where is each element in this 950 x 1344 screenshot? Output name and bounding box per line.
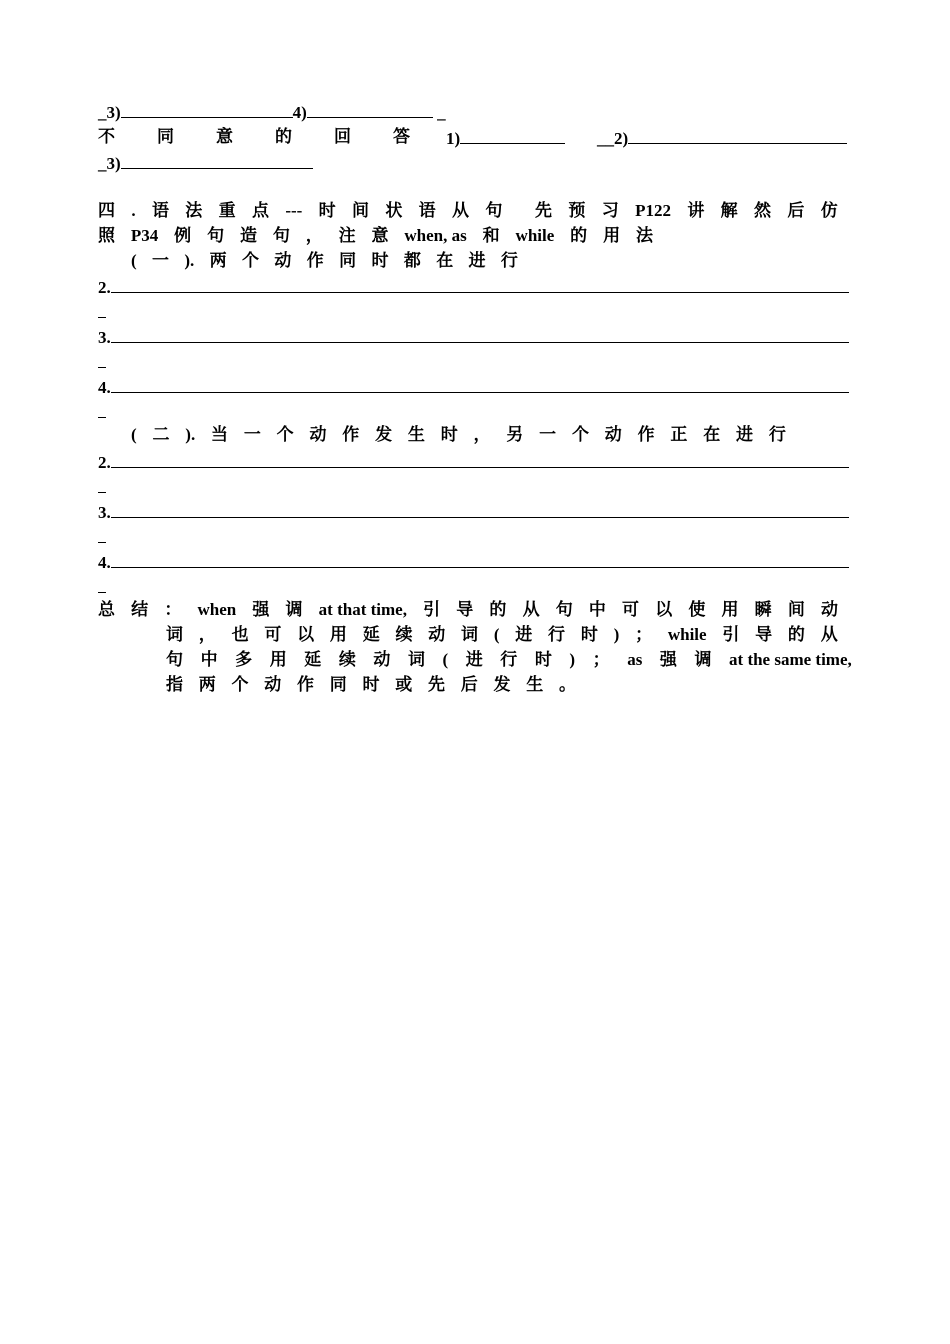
word: 时 xyxy=(371,251,389,270)
word: 意 xyxy=(371,226,389,245)
word: 进 xyxy=(465,650,483,669)
word: 后 xyxy=(460,675,478,694)
word: 个 xyxy=(571,425,589,444)
wrap-dash xyxy=(98,366,106,368)
disagree-chars xyxy=(98,126,410,148)
answer-field[interactable] xyxy=(111,275,849,293)
blank-2-field[interactable] xyxy=(628,126,847,144)
word: 强 xyxy=(252,600,270,619)
word: when xyxy=(197,600,237,619)
word: 延 xyxy=(362,625,380,644)
char: 不 xyxy=(98,127,115,146)
blank-line-3a xyxy=(98,325,849,347)
word: 发 xyxy=(493,675,511,694)
word: 都 xyxy=(403,251,421,270)
word: 进 xyxy=(515,625,533,644)
summary-line1 xyxy=(98,599,838,621)
word: 以 xyxy=(655,600,673,619)
word: 动 xyxy=(604,425,622,444)
blank-4-label: 4) xyxy=(292,103,307,122)
word: 时 xyxy=(440,425,458,444)
word: 行 xyxy=(500,251,518,270)
word: 可 xyxy=(622,600,640,619)
word: 生 xyxy=(407,425,425,444)
word: 句 xyxy=(207,226,225,245)
word: 时 xyxy=(362,675,380,694)
word: 瞬 xyxy=(754,600,772,619)
word: ( xyxy=(131,425,137,444)
word: 个 xyxy=(231,675,249,694)
word: 总 xyxy=(98,600,115,619)
line-number: 2. xyxy=(98,453,111,472)
word: 在 xyxy=(436,251,454,270)
answer-line-3-4 xyxy=(98,100,446,122)
word: 。 xyxy=(559,675,576,694)
word: 两 xyxy=(198,675,216,694)
word: 法 xyxy=(185,201,203,220)
word: 从 xyxy=(452,201,470,220)
word: 时 xyxy=(534,650,552,669)
word: ). xyxy=(185,425,196,444)
answer-field[interactable] xyxy=(111,375,849,393)
section4-heading-line1 xyxy=(98,200,838,222)
word: 行 xyxy=(500,650,518,669)
word: 作 xyxy=(297,675,314,694)
word: 注 xyxy=(338,226,356,245)
word: 在 xyxy=(703,425,721,444)
word: 作 xyxy=(637,425,655,444)
word: ( xyxy=(493,625,500,644)
blank-2-label: __2) xyxy=(597,129,629,148)
word: 词 xyxy=(407,650,425,669)
word: 也 xyxy=(231,625,249,644)
char: 答 xyxy=(393,127,410,146)
word: 语 xyxy=(418,201,436,220)
summary-line4 xyxy=(166,674,576,696)
summary-line2 xyxy=(166,624,838,646)
word: 用 xyxy=(603,226,621,245)
blank-3b-field[interactable] xyxy=(121,151,313,169)
word: 从 xyxy=(522,600,540,619)
word: as xyxy=(627,650,643,669)
word: 导 xyxy=(755,625,773,644)
summary-line3 xyxy=(166,649,852,671)
char: 意 xyxy=(216,127,233,146)
wrap-dash xyxy=(98,416,106,418)
word: ： xyxy=(164,600,182,619)
word: when, as xyxy=(404,226,467,245)
char: 回 xyxy=(334,127,351,146)
blank-line-2b xyxy=(98,450,849,472)
word: 进 xyxy=(468,251,486,270)
word: at the same time, xyxy=(729,650,852,669)
blank-line-3b xyxy=(98,500,849,522)
word: 延 xyxy=(304,650,322,669)
word: 然 xyxy=(754,201,771,220)
word: ( xyxy=(442,650,449,669)
word: 个 xyxy=(276,425,294,444)
disagree-blank-2 xyxy=(597,126,847,148)
word: 两 xyxy=(209,251,227,270)
word: 语 xyxy=(151,201,169,220)
word: 一 xyxy=(152,251,170,270)
word: --- xyxy=(285,201,303,220)
word: 用 xyxy=(329,625,347,644)
word: 动 xyxy=(820,600,838,619)
word: 结 xyxy=(131,600,149,619)
blank-1-field[interactable] xyxy=(460,126,565,144)
word: 的 xyxy=(787,625,805,644)
word: 的 xyxy=(489,600,507,619)
blank-1-label: 1) xyxy=(446,129,461,148)
word: 间 xyxy=(351,201,369,220)
wrap-dash xyxy=(98,491,106,493)
word: 习 xyxy=(601,201,619,220)
word: while xyxy=(515,226,555,245)
word: 讲 xyxy=(687,201,705,220)
word: 句 xyxy=(272,226,290,245)
word: 二 xyxy=(152,425,170,444)
word: 个 xyxy=(242,251,260,270)
word: 造 xyxy=(239,226,257,245)
word: 动 xyxy=(309,425,327,444)
word: ( xyxy=(131,251,137,270)
answer-field[interactable] xyxy=(111,500,849,518)
word: 生 xyxy=(526,675,544,694)
trailing-underscore: _ xyxy=(437,103,446,122)
word: 作 xyxy=(306,251,324,270)
word: 续 xyxy=(395,625,413,644)
word: 的 xyxy=(570,226,588,245)
word: 导 xyxy=(456,600,474,619)
word: 用 xyxy=(269,650,287,669)
word: 状 xyxy=(385,201,403,220)
word: 重 xyxy=(218,201,236,220)
blank-line-2a xyxy=(98,275,849,297)
word: 引 xyxy=(423,600,441,619)
word: 先 xyxy=(428,675,445,694)
word: 后 xyxy=(787,201,805,220)
word: . xyxy=(131,201,136,220)
word: 预 xyxy=(568,201,586,220)
word: 另 xyxy=(506,425,524,444)
word: 点 xyxy=(251,201,269,220)
word: ； xyxy=(592,650,610,669)
word: 使 xyxy=(688,600,706,619)
word: 续 xyxy=(338,650,356,669)
word: P122 xyxy=(635,201,671,220)
word: ， xyxy=(473,425,491,444)
word: 正 xyxy=(670,425,688,444)
word: 或 xyxy=(395,675,413,694)
disagree-blank-1 xyxy=(446,126,565,148)
blank-line-4b xyxy=(98,550,849,572)
word: ， xyxy=(198,625,216,644)
word: 仿 xyxy=(820,201,838,220)
word: 一 xyxy=(243,425,261,444)
word: 多 xyxy=(235,650,253,669)
blank-3b-label: _3) xyxy=(98,154,121,173)
word: 发 xyxy=(375,425,393,444)
answer-field[interactable] xyxy=(111,325,849,343)
line-number: 4. xyxy=(98,553,111,572)
word: P34 xyxy=(130,226,159,245)
word: ) xyxy=(569,650,576,669)
word: 动 xyxy=(264,675,282,694)
blank-4-field[interactable] xyxy=(307,100,433,118)
word: 行 xyxy=(548,625,566,644)
word: ) xyxy=(613,625,620,644)
word: 中 xyxy=(588,600,606,619)
word: 用 xyxy=(721,600,739,619)
word: 动 xyxy=(274,251,292,270)
word: 行 xyxy=(768,425,786,444)
word: 以 xyxy=(297,625,315,644)
line-number: 4. xyxy=(98,378,111,397)
word: 中 xyxy=(200,650,218,669)
section4-heading-line2 xyxy=(98,225,653,247)
word: 强 xyxy=(659,650,677,669)
wrap-dash xyxy=(98,541,106,543)
char: 同 xyxy=(157,127,174,146)
word: 照 xyxy=(98,226,115,245)
word: ； xyxy=(635,625,653,644)
word: 词 xyxy=(461,625,479,644)
answer-field[interactable] xyxy=(111,450,849,468)
wrap-dash xyxy=(98,316,106,318)
subheading-2 xyxy=(131,424,786,446)
word: 同 xyxy=(339,251,357,270)
word: 调 xyxy=(285,600,303,619)
word: 一 xyxy=(539,425,557,444)
blank-line-4a xyxy=(98,375,849,397)
word: 先 xyxy=(535,201,553,220)
word: 作 xyxy=(342,425,360,444)
answer-line-3b xyxy=(98,151,313,173)
word: 词 xyxy=(166,625,183,644)
word: at that time, xyxy=(318,600,407,619)
word: 动 xyxy=(428,625,446,644)
answer-field[interactable] xyxy=(111,550,849,568)
word: 可 xyxy=(264,625,282,644)
word: 句 xyxy=(555,600,573,619)
word: 句 xyxy=(166,650,183,669)
word: 时 xyxy=(580,625,598,644)
word: 动 xyxy=(373,650,391,669)
word: 同 xyxy=(329,675,347,694)
word: 解 xyxy=(720,201,738,220)
word: 进 xyxy=(736,425,754,444)
word: ). xyxy=(184,251,195,270)
word: 指 xyxy=(166,675,183,694)
word: 从 xyxy=(820,625,838,644)
line-number: 3. xyxy=(98,328,111,347)
word: 时 xyxy=(318,201,336,220)
word: 当 xyxy=(211,425,229,444)
word: ， xyxy=(305,226,323,245)
char: 的 xyxy=(275,127,292,146)
word: 和 xyxy=(482,226,500,245)
blank-3-label: _3) xyxy=(98,103,121,122)
word: 法 xyxy=(635,226,653,245)
subheading-1 xyxy=(131,250,518,272)
wrap-dash xyxy=(98,591,106,593)
word: 例 xyxy=(174,226,192,245)
word: while xyxy=(667,625,707,644)
word: 引 xyxy=(722,625,740,644)
word: 句 xyxy=(485,201,503,220)
blank-3-field[interactable] xyxy=(121,100,293,118)
word: 四 xyxy=(98,201,115,220)
word: 调 xyxy=(694,650,712,669)
line-number: 3. xyxy=(98,503,111,522)
word: 间 xyxy=(787,600,805,619)
line-number: 2. xyxy=(98,278,111,297)
